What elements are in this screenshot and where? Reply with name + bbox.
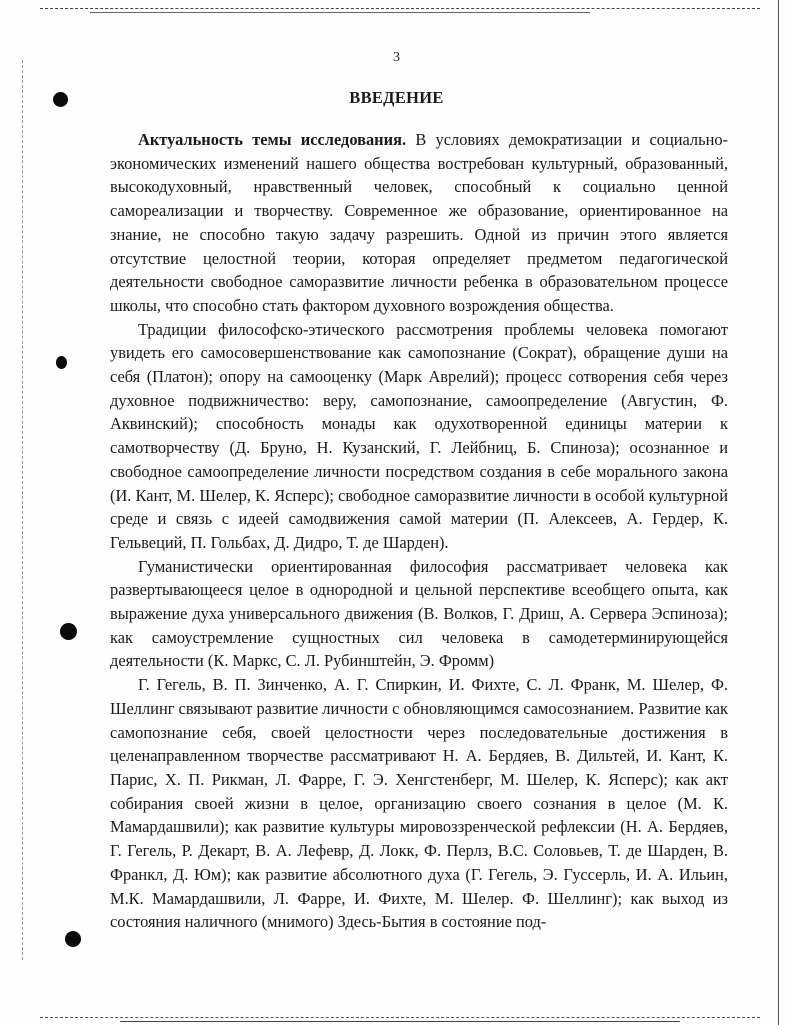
scan-edge-right — [778, 0, 779, 1025]
page-number: 3 — [393, 50, 400, 65]
scan-edge-left — [22, 60, 23, 960]
punch-hole-mark — [56, 356, 67, 369]
scan-edge-bottom — [40, 1017, 760, 1018]
body-text — [110, 128, 728, 934]
scan-edge-top-line — [90, 12, 590, 13]
paragraph-humanistic: Гуманистически ориентированная философия рассматривает человека как развертывающееся целое в однородной и цельной перспективе всеобщего опыта, как выражение духа универсального движения (В. Волков, Г. Дриш, А. Сервера Эспиноза); как самоустремление сущностных сил человека в самодетерминирующейся деятельности (К. Маркс, С. Л. Рубинштейн, Э. Фромм) — [110, 556, 728, 671]
punch-hole-mark — [65, 931, 81, 947]
paragraph-text: В условиях демократизации и социально-экономических изменений нашего общества востребован культурный, образованный, высокодуховный, нравственный человек, способный к социально ценной самореализации и творчеству. Современное же образование, ориентированное на знание, не способно такую задачу разрешить. Одной из причин этого является отсутствие целостной теории, которая определяет предметом педагогической деятельности свободное саморазвитие личности ребенка в образовательном процессе школы, что способно стать фактором духовного возрождения общества. — [110, 130, 728, 315]
paragraph-relevance — [110, 128, 728, 318]
scan-edge-top — [40, 8, 760, 9]
paragraph-lead: Актуальность темы исследования — [138, 130, 402, 149]
paragraph-traditions: Традиции философско-этического рассмотрения проблемы человека помогают увидеть его самосовершенствование как самопознание (Сократ), обращение души на себя (Платон); опору на самооценку (Марк Аврелий); процесс сотворения себя через духовное подвижничество: веру, самопознание, самоопределение (Августин, Ф. Аквинский); способность монады как одухотворенной единицы материи к самотворчеству (Д. Бруно, Н. Кузанский, Г. Лейбниц, Б. Спиноза); осознанное и свободное самоопределение личности посредством создания в себе морального закона (И. Кант, М. Шелер, К. Ясперс); свободное саморазвитие личности в особой культурной среде и связь с идеей самодвижения самой материи (П. Алексеев, А. Гердер, К. Гельвеций, П. Гольбах, Д. Дидро, Т. де Шарден). — [110, 319, 728, 552]
paragraph-development: Г. Гегель, В. П. Зинченко, А. Г. Спиркин, И. Фихте, С. Л. Франк, М. Шелер, Ф. Шеллинг связывают развитие личности с обновляющимся самосознанием. Развитие как самопознание себя, своей целостности через последовательные достижения в целенаправленном творчестве рассматривают Н. А. Бердяев, В. Дильтей, И. Кант, К. Парис, Х. П. Рикман, Л. Фарре, Г. Э. Хенгстенберг, М. Шелер, К. Ясперс); как акт собирания своей жизни в целое, организацию своего сознания в целое (М. К. Мамардашвили); как развитие культуры мировоззренческой рефлексии (Н. А. Бердяев, Г. Гегель, Р. Декарт, В. А. Лефевр, Д. Локк, Ф. Перлз, В.С. Соловьев, Т. де Шарден, В. Франкл, Д. Юм); как развитие абсолютного духа (Г. Гегель, Э. Гуссерль, И. А. Ильин, М.К. Мамардашвили, Л. Фарре, И. Фихте, М. Шелер. Ф. Шеллинг); как выход из состояния наличного (мнимого) Здесь-Бытия в состояние под- — [110, 675, 728, 932]
scan-edge-bottom-line — [120, 1021, 680, 1022]
paragraph-lead-suffix: . — [401, 130, 416, 149]
punch-hole-mark — [60, 623, 77, 640]
section-heading: ВВЕДЕНИЕ — [349, 88, 444, 107]
